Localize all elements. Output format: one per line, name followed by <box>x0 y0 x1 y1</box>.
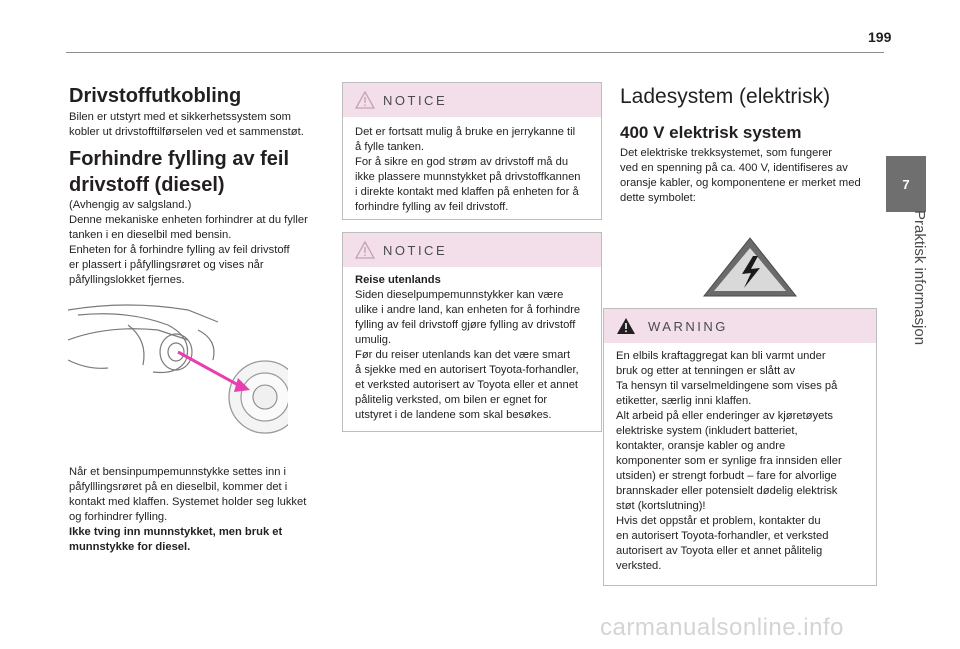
misfuel-paragraph: (Avhengig av salgsland.) Denne mekaniske enheten forhindrer at du fyller tanken i en dieselbil med bensin. Enheten for å forhindre fylling av feil drivstoff er plassert i påfyllingsrøret og vises når påfyllingslokket fjernes. <box>69 199 308 286</box>
notice-title: NOTICE <box>383 243 448 258</box>
notice-title: NOTICE <box>383 93 448 108</box>
warning-title: WARNING <box>648 319 728 334</box>
notice-box-jerrycan <box>342 82 602 220</box>
notice-text: Det er fortsatt mulig å bruke en jerrykanne til å fylle tanken. For å sikre en god strøm av drivstoff må du ikke plassere munnstykket på drivstoffkannen i direkte kontakt med klaffen på enheten for å forhindre fylling av feil drivstoff. <box>355 126 581 213</box>
section-title-misfuel <box>69 146 299 198</box>
watermark: carmanualsonline.info <box>600 614 844 641</box>
page-number: 199 <box>868 29 892 45</box>
misfuel-result-paragraph: Når et bensinpumpemunnstykke settes inn i påfylllingsrøret på en dieselbil, kommer det i kontakt med klaffen. Systemet holder seg lukket og forhindrer fylling. Ikke tving inn munnstykket, men bruk et munnstykke for diesel. <box>69 465 319 555</box>
warning-triangle-icon <box>616 317 636 340</box>
misfuel-title-line-1: Forhindre fylling av feil <box>69 148 290 170</box>
section-title-fuel-cutoff: Drivstoffutkobling <box>69 85 242 107</box>
section-title-charging: Ladesystem (elektrisk) <box>620 85 831 108</box>
notice-heading: Reise utenlands <box>355 274 441 286</box>
misfuel-device-illustration <box>68 300 288 450</box>
notice-text: Reise utenlands Siden dieselpumpemunnstykker kan være ulike i andre land, kan enheten for å forhindre fylling av feil drivstoff gjøre fylling av drivstoff umulig. Før du reiser utenlands kan det være smart å sjekke med en autorisert Toyota-forhandler, et verksted autorisert av Toyota eller et annet pålitelig verksted, om bilen er egnet for utstyret i de landene som skal besøkes. <box>355 273 595 423</box>
notice-triangle-icon <box>355 241 375 264</box>
chapter-title: Praktisk informasjon <box>911 210 928 346</box>
chapter-tab[interactable]: 7 <box>886 156 926 212</box>
warning-box-electric <box>603 308 877 586</box>
warning-text: En elbils kraftaggregat kan bli varmt under bruk og etter at tenningen er slått av Ta hensyn til varselmeldingene som vises på etiketter, særlig inni klaffen. Alt arbeid på eller enderinger av kjøretøyets elektriske system (inkludert batteriet, kontakter, oransje kabler og andre komponenter som er synlige fra innsiden eller utsiden) er strengt forbudt – fare for alvorlige brannskader eller potensielt dødelig elektrisk støt (kortslutning)! Hvis det oppstår et problem, kontakter du en autorisert Toyota-forhandler, et verksted autorisert av Toyota eller et annet pålitelig verksted. <box>616 350 842 572</box>
misfuel-warning-bold: Ikke tving inn munnstykket, men bruk et munnstykke for diesel. <box>69 526 283 553</box>
notice-box-travel-abroad <box>342 232 602 432</box>
high-voltage-icon <box>702 236 798 303</box>
notice-triangle-icon <box>355 91 375 114</box>
fuel-cutoff-intro: Bilen er utstyrt med et sikkerhetssystem som kobler ut drivstofftilførselen ved et sammenstøt. <box>69 111 304 138</box>
chapter-side-label <box>898 210 928 370</box>
header-rule <box>66 52 884 53</box>
misfuel-title-line-2: drivstoff (diesel) <box>69 174 225 196</box>
section-title-400v: 400 V elektrisk system <box>620 123 802 142</box>
400v-paragraph: Det elektriske trekksystemet, som fungerer ved en spenning på ca. 400 V, identifiseres av oransje kabler, og komponentene er merket med dette symbolet: <box>620 147 861 204</box>
